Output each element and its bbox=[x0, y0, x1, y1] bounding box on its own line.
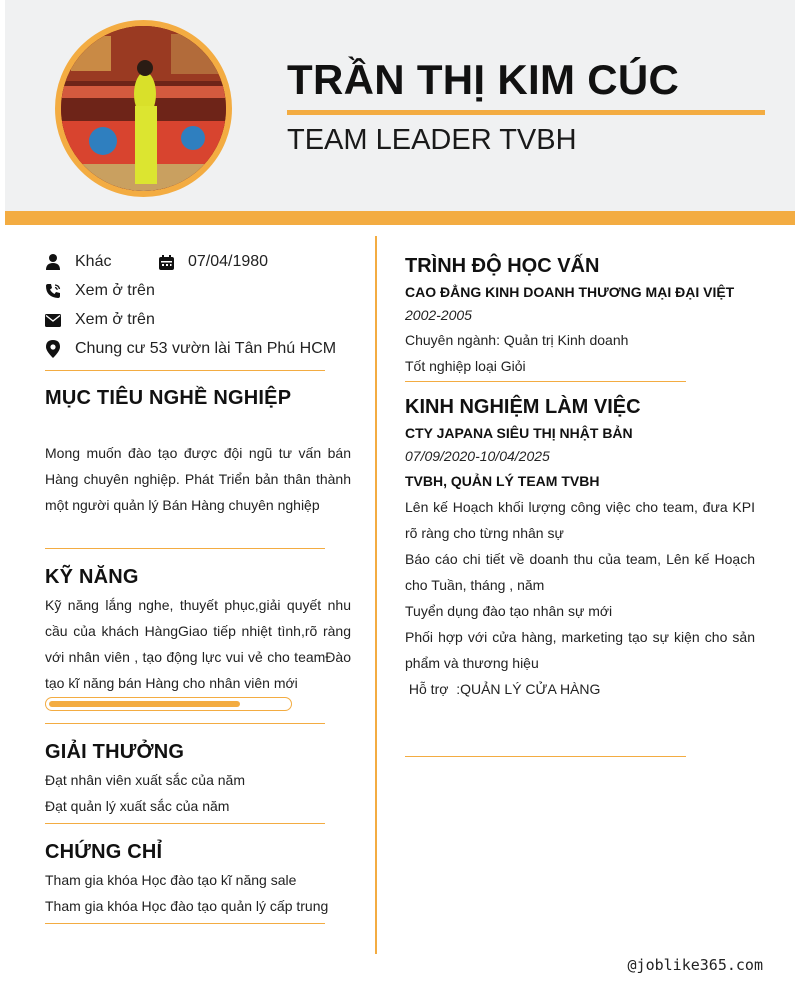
experience-duty: Báo cáo chi tiết về doanh thu của team, Lên kế Hoạch cho Tuần, tháng , năm bbox=[405, 551, 755, 593]
column-divider bbox=[375, 236, 377, 954]
watermark: @joblike365.com bbox=[627, 956, 763, 974]
calendar-icon bbox=[158, 253, 174, 271]
experience-position: TVBH, QUẢN LÝ TEAM TVBH bbox=[405, 473, 600, 489]
experience-period: 07/09/2020-10/04/2025 bbox=[405, 448, 550, 464]
header-accent-bar bbox=[5, 211, 795, 225]
birthdate-row bbox=[158, 250, 268, 274]
person-icon bbox=[45, 253, 61, 271]
job-title: TEAM LEADER TVBH bbox=[287, 124, 577, 156]
phone-row bbox=[45, 279, 155, 303]
divider bbox=[405, 381, 686, 382]
education-period: 2002-2005 bbox=[405, 307, 472, 323]
skill-level-fill bbox=[49, 701, 240, 707]
skills-heading: KỸ NĂNG bbox=[45, 566, 139, 588]
gender-row bbox=[45, 250, 111, 274]
name-underline bbox=[287, 110, 765, 115]
certificate-item: Tham gia khóa Học đào tạo quản lý cấp trung bbox=[45, 898, 329, 914]
divider bbox=[45, 723, 325, 724]
profile-photo bbox=[55, 20, 232, 197]
education-grade: Tốt nghiệp loại Giỏi bbox=[405, 358, 526, 374]
experience-duty: Phối hợp với cửa hàng, marketing tạo sự kiện cho sản phẩm và thương hiệu bbox=[405, 629, 755, 671]
divider bbox=[45, 823, 325, 824]
experience-duty: Tuyển dụng đào tạo nhân sự mới bbox=[405, 603, 613, 619]
certificate-item: Tham gia khóa Học đào tạo kĩ năng sale bbox=[45, 872, 297, 888]
email-row bbox=[45, 308, 155, 332]
awards-heading: GIẢI THƯỞNG bbox=[45, 741, 185, 763]
gender-value: Khác bbox=[75, 253, 112, 270]
phone-icon bbox=[45, 282, 61, 300]
divider bbox=[405, 756, 686, 757]
objective-heading: MỤC TIÊU NGHỀ NGHIỆP bbox=[45, 387, 292, 409]
candidate-name: TRẦN THỊ KIM CÚC bbox=[287, 56, 680, 103]
address-value: Chung cư 53 vườn lài Tân Phú HCM bbox=[75, 340, 337, 357]
award-item: Đạt quản lý xuất sắc của năm bbox=[45, 798, 230, 814]
envelope-icon bbox=[45, 311, 61, 329]
education-school: CAO ĐẲNG KINH DOANH THƯƠNG MẠI ĐẠI VIỆT bbox=[405, 284, 735, 300]
experience-duty: Lên kế Hoạch khối lượng công việc cho team, đưa KPI rõ ràng cho từng nhân sự bbox=[405, 499, 755, 541]
experience-duty: Hỗ trợ :QUẢN LÝ CỬA HÀNG bbox=[405, 681, 601, 697]
education-heading: TRÌNH ĐỘ HỌC VẤN bbox=[405, 255, 600, 277]
experience-company: CTY JAPANA SIÊU THỊ NHẬT BẢN bbox=[405, 425, 633, 441]
birthdate-value: 07/04/1980 bbox=[188, 253, 269, 270]
award-item: Đạt nhân viên xuất sắc của năm bbox=[45, 772, 246, 788]
location-pin-icon bbox=[45, 340, 61, 358]
experience-heading: KINH NGHIỆM LÀM VIỆC bbox=[405, 396, 641, 418]
email-value: Xem ở trên bbox=[75, 311, 155, 328]
skill-level-bar bbox=[45, 697, 292, 711]
certificates-heading: CHỨNG CHỈ bbox=[45, 841, 163, 863]
divider bbox=[45, 548, 325, 549]
divider bbox=[45, 370, 325, 371]
education-major: Chuyên ngành: Quản trị Kinh doanh bbox=[405, 332, 629, 348]
skills-text: Kỹ năng lắng nghe, thuyết phục,giải quyết nhu cầu của khách HàngGiao tiếp nhiệt tình,rõ ràng với nhân viên , tạo động lực vui vẻ cho teamĐào tạo kĩ năng bán Hàng cho nhân viên mới bbox=[45, 597, 351, 691]
address-row bbox=[45, 337, 336, 361]
objective-text: Mong muốn đào tạo được đội ngũ tư vấn bán Hàng chuyên nghiệp. Phát Triển bản thân thành một người quản lý Bán Hàng chuyên nghiệp bbox=[45, 445, 351, 513]
phone-value: Xem ở trên bbox=[75, 282, 155, 299]
divider bbox=[45, 923, 325, 924]
